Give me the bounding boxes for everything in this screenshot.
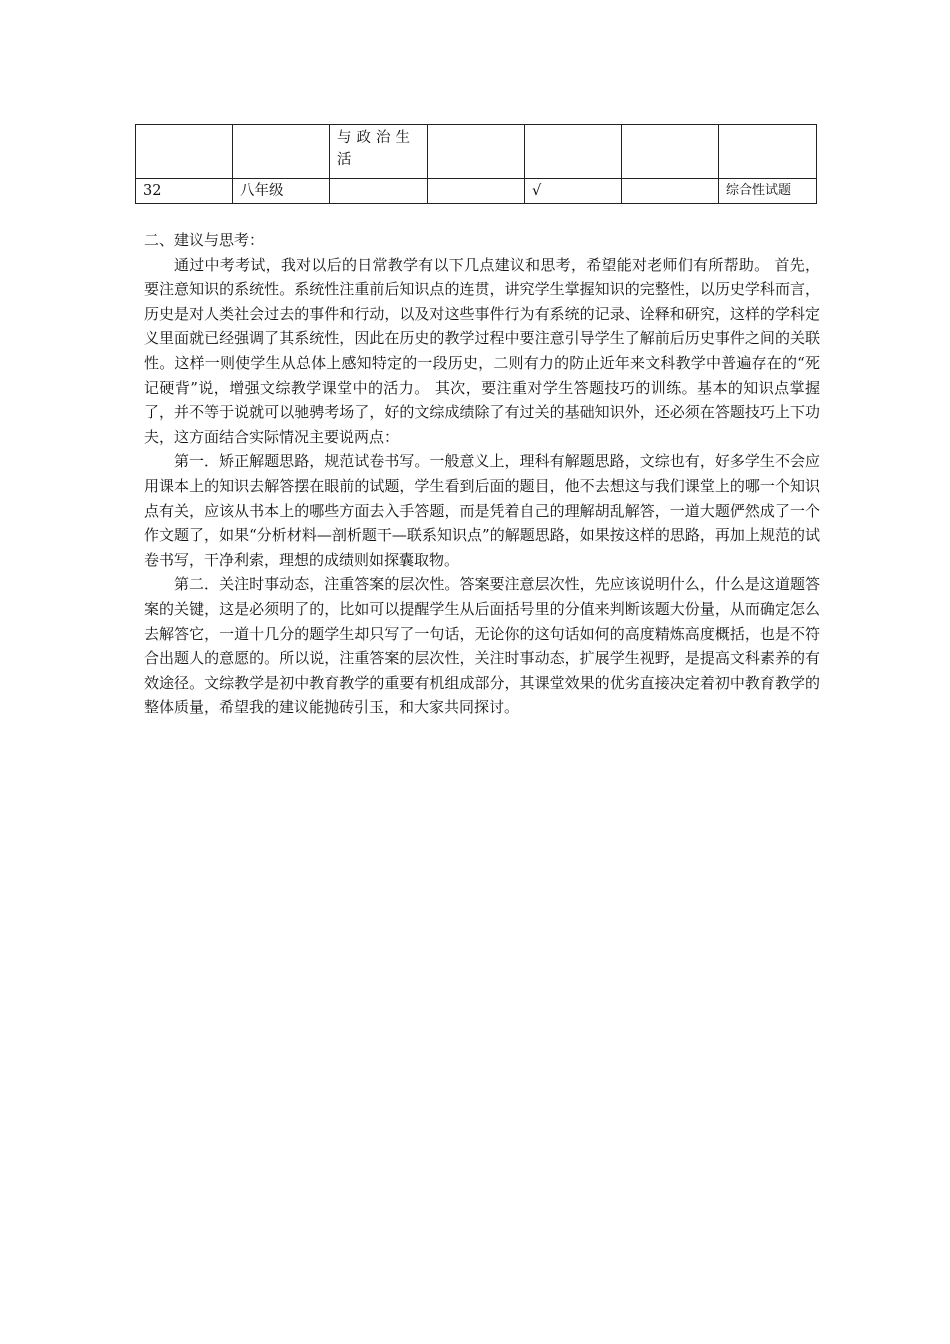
table-row bbox=[136, 125, 817, 179]
table-cell bbox=[330, 179, 428, 204]
table-cell bbox=[428, 125, 525, 179]
table-cell bbox=[136, 125, 233, 179]
table-cell-type: 综合性试题 bbox=[719, 179, 817, 204]
table-cell bbox=[525, 125, 622, 179]
table-cell-grade: 八年级 bbox=[233, 179, 330, 204]
paragraph-intro: 通过中考考试，我对以后的日常教学有以下几点建议和思考，希望能对老师们有所帮助。 首先，要注意知识的系统性。系统性注重前后知识点的连贯，讲究学生掌握知识的完整性，以历史学科而言，历史是对人类社会过去的事件和行动，以及对这些事件行为有系统的记录、诠释和研究，这样的学科定义里面就已经强调了其系统性，因此在历史的教学过程中要注意引导学生了解前后历史事件之间的关联性。这样一则使学生从总体上感知特定的一段历史，二则有力的防止近年来文科教学中普遍存在的“死记硬背”说，增强文综教学课堂中的活力。 其次，要注重对学生答题技巧的训练。基本的知识点掌握了，并不等于说就可以驰骋考场了，好的文综成绩除了有过关的基础知识外，还必须在答题技巧上下功夫，这方面结合实际情况主要说两点： bbox=[144, 255, 820, 446]
paragraph-point-two: 第二．关注时事动态，注重答案的层次性。答案要注意层次性，先应该说明什么，什么是这道题答案的关键，这是必须明了的，比如可以提醒学生从后面括号里的分值来判断该题大份量，从而确定怎么去解答它，一道十几分的题学生却只写了一句话，无论你的这句话如何的高度精炼高度概括，也是不符合出题人的意愿的。所以说，注重答案的层次性，关注时事动态，扩展学生视野，是提高文科素养的有效途径。文综教学是初中教育教学的重要有机组成部分，其课堂效果的优劣直接决定着初中教育教学的整体质量，希望我的建议能抛砖引玉，和大家共同探讨。 bbox=[144, 575, 820, 717]
paragraph-point-one: 第一．矫正解题思路，规范试卷书写。一般意义上，理科有解题思路，文综也有，好多学生不会应用课本上的知识去解答摆在眼前的试题，学生看到后面的题目，他不去想这与我们课堂上的哪一个知识点有关，应该从书本上的哪些方面去入手答题，而是凭着自己的理解胡乱解答，一道大题俨然成了一个作文题了，如果“分析材料—剖析题干—联系知识点”的解题思路，如果按这样的思路，再加上规范的试卷书写，干净利索，理想的成绩则如探囊取物。 bbox=[144, 452, 820, 569]
table-row bbox=[136, 179, 817, 204]
table-cell: 与政治生活 bbox=[330, 125, 428, 179]
table-cell bbox=[233, 125, 330, 179]
table-cell bbox=[719, 125, 817, 179]
suggestions-section bbox=[144, 228, 820, 720]
exam-analysis-table bbox=[135, 124, 817, 204]
table-cell-number: 32 bbox=[136, 179, 233, 204]
table-cell-check: √ bbox=[525, 179, 622, 204]
table-cell bbox=[428, 179, 525, 204]
table-cell bbox=[622, 125, 719, 179]
section-heading: 二、建议与思考： bbox=[144, 231, 265, 249]
table-cell bbox=[622, 179, 719, 204]
